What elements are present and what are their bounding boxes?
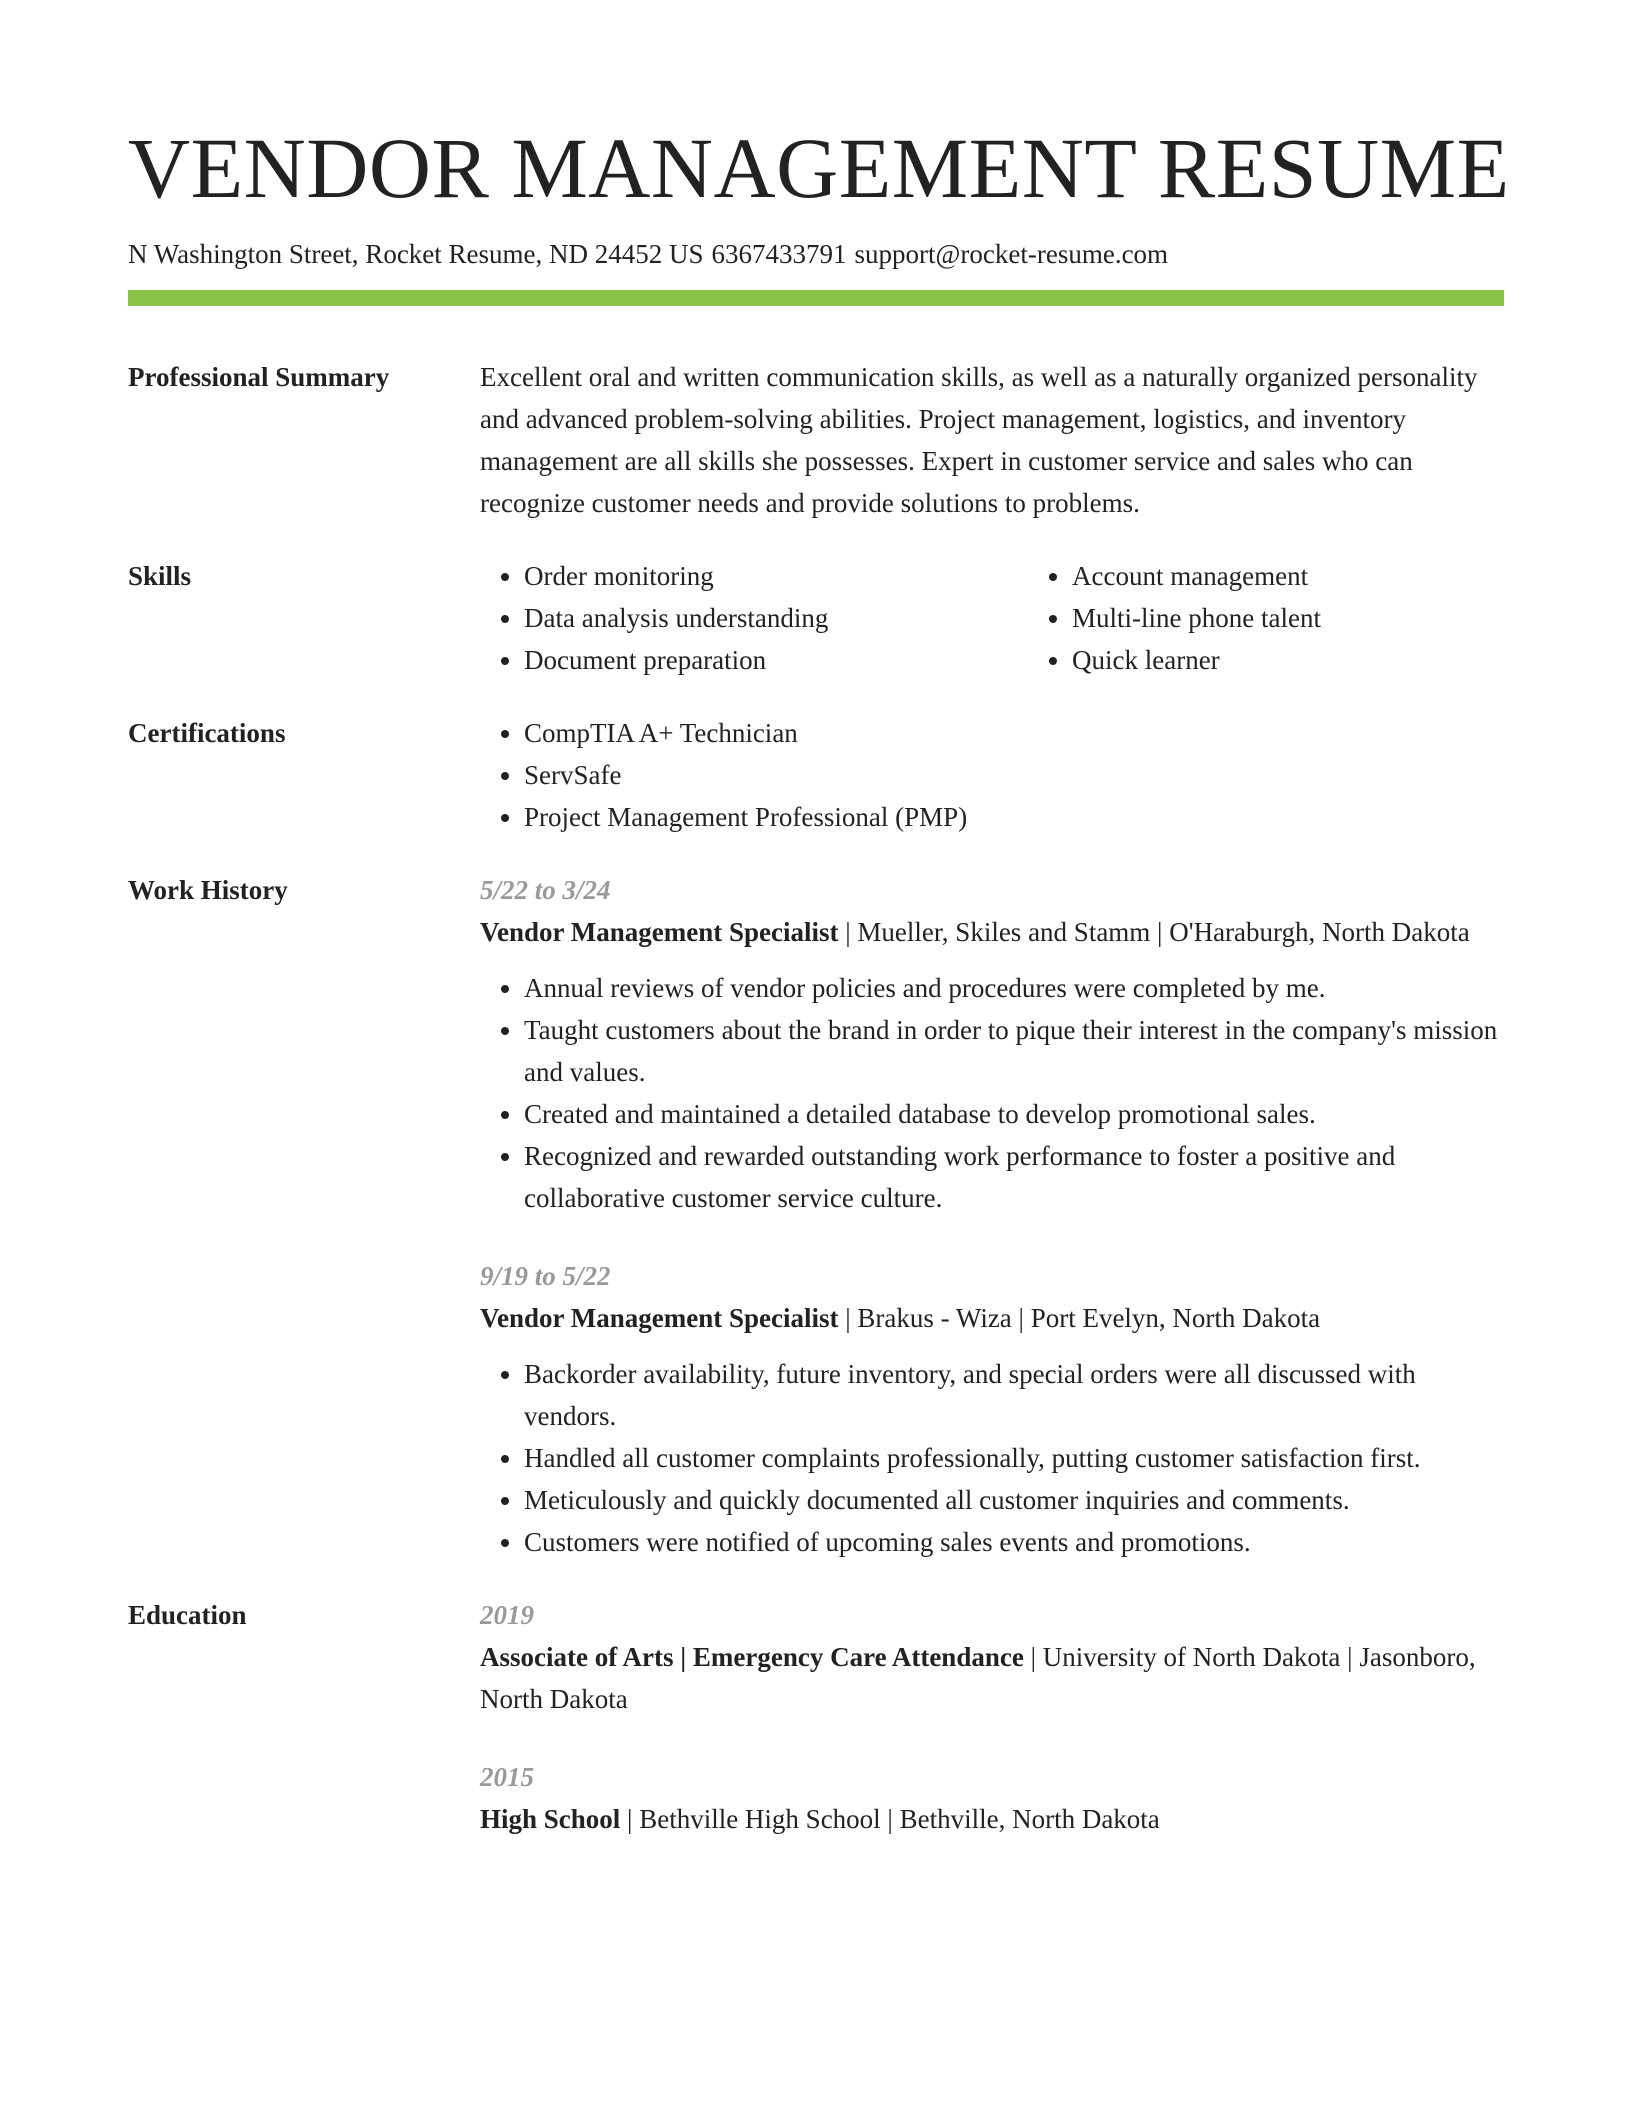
- education-heading: Education: [128, 1600, 247, 1630]
- certification-item: • ServSafe: [524, 754, 1504, 796]
- job-entry: [480, 1255, 1504, 1563]
- education-body: [480, 1594, 1504, 1840]
- job-bullet: • Created and maintained a detailed database to develop promotional sales.: [524, 1093, 1504, 1135]
- skill-item: • Multi-line phone talent: [1072, 597, 1576, 639]
- education-heading-line: [480, 1798, 1504, 1840]
- education-entry: [480, 1756, 1504, 1840]
- skills-column-2: [1028, 555, 1576, 681]
- job-entry: [480, 869, 1504, 1219]
- skill-item: • Data analysis understanding: [524, 597, 1028, 639]
- job-bullets: [480, 1353, 1504, 1563]
- education-year: 2015: [480, 1762, 534, 1792]
- job-title: Vendor Management Specialist: [480, 1303, 839, 1333]
- job-bullet: • Recognized and rewarded outstanding work performance to foster a positive and collaborative customer service culture.: [524, 1135, 1504, 1219]
- contact-phone: 6367433791: [711, 239, 847, 269]
- certifications-list: [480, 712, 1504, 838]
- summary-heading: Professional Summary: [128, 362, 390, 392]
- resume-title: VENDOR MANAGEMENT RESUME: [128, 120, 1510, 216]
- contact-email: support@rocket-resume.com: [854, 239, 1169, 269]
- job-bullet: • Taught customers about the brand in order to pique their interest in the company's mission and values.: [524, 1009, 1504, 1093]
- education-heading-line: [480, 1636, 1504, 1720]
- education-details: | Bethville High School | Bethville, North Dakota: [620, 1804, 1160, 1834]
- skills-section: [128, 555, 1504, 681]
- job-details: | Brakus - Wiza | Port Evelyn, North Dakota: [838, 1303, 1321, 1333]
- skills-column-1: [480, 555, 1028, 681]
- header-divider: [128, 290, 1504, 306]
- skill-item: • Document preparation: [524, 639, 1028, 681]
- contact-address: N Washington Street, Rocket Resume, ND 24452 US: [128, 239, 704, 269]
- certification-item: • CompTIA A+ Technician: [524, 712, 1504, 754]
- certifications-section: [128, 712, 1504, 838]
- job-dates: 9/19 to 5/22: [480, 1261, 611, 1291]
- skill-item: • Quick learner: [1072, 639, 1576, 681]
- job-heading: [480, 911, 1504, 953]
- job-bullet: • Customers were notified of upcoming sales events and promotions.: [524, 1521, 1504, 1563]
- certifications-heading: Certifications: [128, 718, 286, 748]
- work-history-body: [480, 869, 1504, 1563]
- education-section: [128, 1594, 1504, 1840]
- work-history-heading: Work History: [128, 875, 288, 905]
- education-year: 2019: [480, 1600, 534, 1630]
- skills-body: [480, 555, 1576, 681]
- summary-text: Excellent oral and written communication skills, as well as a naturally organized personality and advanced problem-solving abilities. Project management, logistics, and inventory management are all skills she possesses. Expert in customer service and sales who can recognize customer needs and provide solutions to problems.: [480, 362, 1478, 518]
- summary-section: [128, 356, 1504, 524]
- skill-item: • Order monitoring: [524, 555, 1028, 597]
- job-dates: 5/22 to 3/24: [480, 875, 611, 905]
- job-bullet: • Annual reviews of vendor policies and procedures were completed by me.: [524, 967, 1504, 1009]
- skill-item: • Account management: [1072, 555, 1576, 597]
- skills-grid: [480, 555, 1576, 681]
- job-title: Vendor Management Specialist: [480, 917, 839, 947]
- education-degree: Associate of Arts | Emergency Care Attendance: [480, 1642, 1024, 1672]
- job-bullet: • Handled all customer complaints professionally, putting customer satisfaction first.: [524, 1437, 1504, 1479]
- skills-heading: Skills: [128, 561, 192, 591]
- job-bullet: • Meticulously and quickly documented all customer inquiries and comments.: [524, 1479, 1504, 1521]
- contact-line: [128, 238, 1504, 270]
- certification-item: • Project Management Professional (PMP): [524, 796, 1504, 838]
- certifications-body: [480, 712, 1504, 838]
- education-details: | University of North Dakota | Jasonboro, North Dakota: [480, 1642, 1476, 1714]
- education-entry: [480, 1594, 1504, 1720]
- job-bullet: • Backorder availability, future inventory, and special orders were all discussed with vendors.: [524, 1353, 1504, 1437]
- job-heading: [480, 1297, 1504, 1339]
- job-details: | Mueller, Skiles and Stamm | O'Haraburgh, North Dakota: [838, 917, 1470, 947]
- work-history-section: [128, 869, 1504, 1563]
- job-bullets: [480, 967, 1504, 1219]
- resume-page: [128, 120, 1510, 1840]
- education-degree: High School: [480, 1804, 621, 1834]
